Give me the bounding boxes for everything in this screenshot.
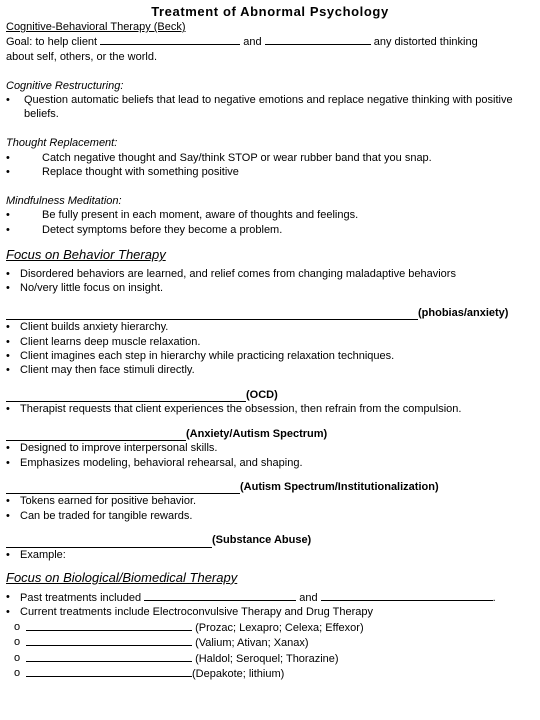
bullet-icon: • (6, 350, 10, 363)
list-item-text: Be fully present in each moment, aware of thoughts and feelings. (42, 209, 359, 222)
cog-restructuring-heading: Cognitive Restructuring: (6, 79, 124, 92)
list-item (6, 208, 534, 222)
page-title: Treatment of Abnormal Psychology (151, 4, 389, 19)
bullet-icon: • (6, 606, 10, 619)
bullet-icon: • (6, 151, 10, 164)
list-item-text: Client may then face stimuli directly. (20, 364, 195, 377)
bullet-icon: • (6, 364, 10, 377)
substance-label: (Substance Abuse) (212, 534, 312, 547)
ocd-heading (6, 388, 534, 402)
past-and: and (299, 591, 318, 604)
bullet-icon: • (6, 94, 10, 107)
list-item-text: Detect symptoms before they become a problem. (42, 223, 283, 236)
circle-bullet-icon: o (14, 636, 21, 649)
bullet-icon: • (6, 166, 10, 179)
list-item-text: Example: (20, 548, 66, 561)
bullet-icon: • (6, 456, 10, 469)
bullet-icon: • (6, 509, 10, 522)
biological-therapy-heading: Focus on Biological/Biomedical Therapy (6, 569, 238, 585)
autism-heading (6, 427, 534, 441)
goal-line-2: about self, others, or the world. (6, 50, 158, 63)
list-item (6, 165, 534, 179)
phobias-label: (phobias/anxiety) (418, 306, 509, 319)
list-item-text: Therapist requests that client experiences the obsession, then refrain from the compulsion. (20, 403, 462, 416)
drug-blank[interactable] (26, 620, 192, 631)
autism-blank[interactable] (6, 429, 186, 441)
institutional-blank[interactable] (6, 482, 240, 494)
list-item-text: Disordered behaviors are learned, and relief comes from changing maladaptive behaviors (20, 268, 456, 281)
list-item-text: Client imagines each step in hierarchy while practicing relaxation techniques. (20, 350, 395, 363)
list-item (6, 320, 534, 334)
bullet-icon: • (6, 495, 10, 508)
list-item (6, 509, 534, 523)
list-item (6, 349, 534, 363)
drug-examples: (Prozac; Lexapro; Celexa; Effexor) (195, 621, 364, 634)
list-item (6, 494, 534, 508)
past-end: . (492, 591, 496, 604)
ocd-label: (OCD) (246, 388, 278, 401)
bullet-icon: • (6, 321, 10, 334)
list-item (6, 223, 534, 237)
drug-examples: (Depakote; lithium) (192, 667, 285, 680)
behavior-therapy-heading: Focus on Behavior Therapy (6, 247, 166, 263)
bullet-icon: • (6, 223, 10, 236)
list-item (6, 267, 534, 281)
list-item (6, 93, 518, 122)
list-item-text: Catch negative thought and Say/think STOP or wear rubber band that you snap. (42, 151, 432, 164)
autism-label: (Anxiety/Autism Spectrum) (186, 427, 328, 440)
bullet-icon: • (6, 335, 10, 348)
drug-item (6, 620, 534, 635)
worksheet-page (6, 4, 534, 681)
goal-suffix: any distorted thinking (373, 36, 478, 49)
past-prefix: Past treatments included (20, 591, 142, 604)
list-item (6, 151, 534, 165)
list-item (6, 441, 534, 455)
drug-blank[interactable] (26, 666, 192, 677)
circle-bullet-icon: o (14, 651, 21, 664)
past-blank-2[interactable] (321, 590, 493, 601)
drug-item (6, 666, 534, 681)
bullet-icon: • (6, 442, 10, 455)
goal-and: and (243, 36, 262, 49)
list-item (6, 548, 534, 562)
substance-heading (6, 533, 534, 547)
drug-blank[interactable] (26, 651, 192, 662)
list-item-text: Designed to improve interpersonal skills. (20, 442, 218, 455)
goal-prefix: Goal: to help client (6, 36, 98, 49)
list-item-text: No/very little focus on insight. (20, 282, 164, 295)
cbt-heading: Cognitive-Behavioral Therapy (Beck) (6, 21, 186, 33)
ocd-blank[interactable] (6, 390, 246, 402)
drug-item (6, 651, 534, 666)
bullet-icon: • (6, 268, 10, 281)
goal-blank-2[interactable] (265, 34, 371, 45)
bullet-icon: • (6, 590, 10, 603)
bullet-icon: • (6, 282, 10, 295)
list-item-text: Replace thought with something positive (42, 166, 239, 179)
substance-blank[interactable] (6, 536, 212, 548)
goal-blank-1[interactable] (100, 34, 240, 45)
mindfulness-heading: Mindfulness Meditation: (6, 194, 122, 207)
bullet-icon: • (6, 209, 10, 222)
list-item-text: Client builds anxiety hierarchy. (20, 321, 169, 334)
institutional-label: (Autism Spectrum/Institutionalization) (240, 480, 439, 493)
bullet-icon: • (6, 548, 10, 561)
circle-bullet-icon: o (14, 620, 21, 633)
thought-replacement-heading: Thought Replacement: (6, 137, 118, 150)
list-item (6, 456, 534, 470)
bullet-icon: • (6, 403, 10, 416)
drug-examples: (Valium; Ativan; Xanax) (195, 637, 309, 650)
institutional-heading (6, 480, 534, 494)
drug-item (6, 635, 534, 650)
list-item-text: Can be traded for tangible rewards. (20, 509, 193, 522)
list-item (6, 402, 534, 416)
circle-bullet-icon: o (14, 666, 21, 679)
list-item-text: Client learns deep muscle relaxation. (20, 335, 201, 348)
list-item-text: Emphasizes modeling, behavioral rehearsal, and shaping. (20, 456, 303, 469)
phobias-heading (6, 306, 534, 320)
list-item-text: Question automatic beliefs that lead to negative emotions and replace negative thinking with positive beliefs. (24, 94, 513, 121)
drug-blank[interactable] (26, 635, 192, 646)
list-item (6, 363, 534, 377)
past-blank-1[interactable] (144, 590, 296, 601)
list-item-text: Tokens earned for positive behavior. (20, 495, 197, 508)
past-treatments-line (6, 590, 534, 605)
list-item (6, 335, 534, 349)
list-item-text: Current treatments include Electroconvulsive Therapy and Drug Therapy (20, 606, 373, 619)
list-item (6, 281, 534, 295)
drug-examples: (Haldol; Seroquel; Thorazine) (195, 652, 339, 665)
cbt-goal-line (6, 34, 534, 49)
list-item (6, 605, 534, 619)
phobias-blank[interactable] (6, 308, 418, 320)
